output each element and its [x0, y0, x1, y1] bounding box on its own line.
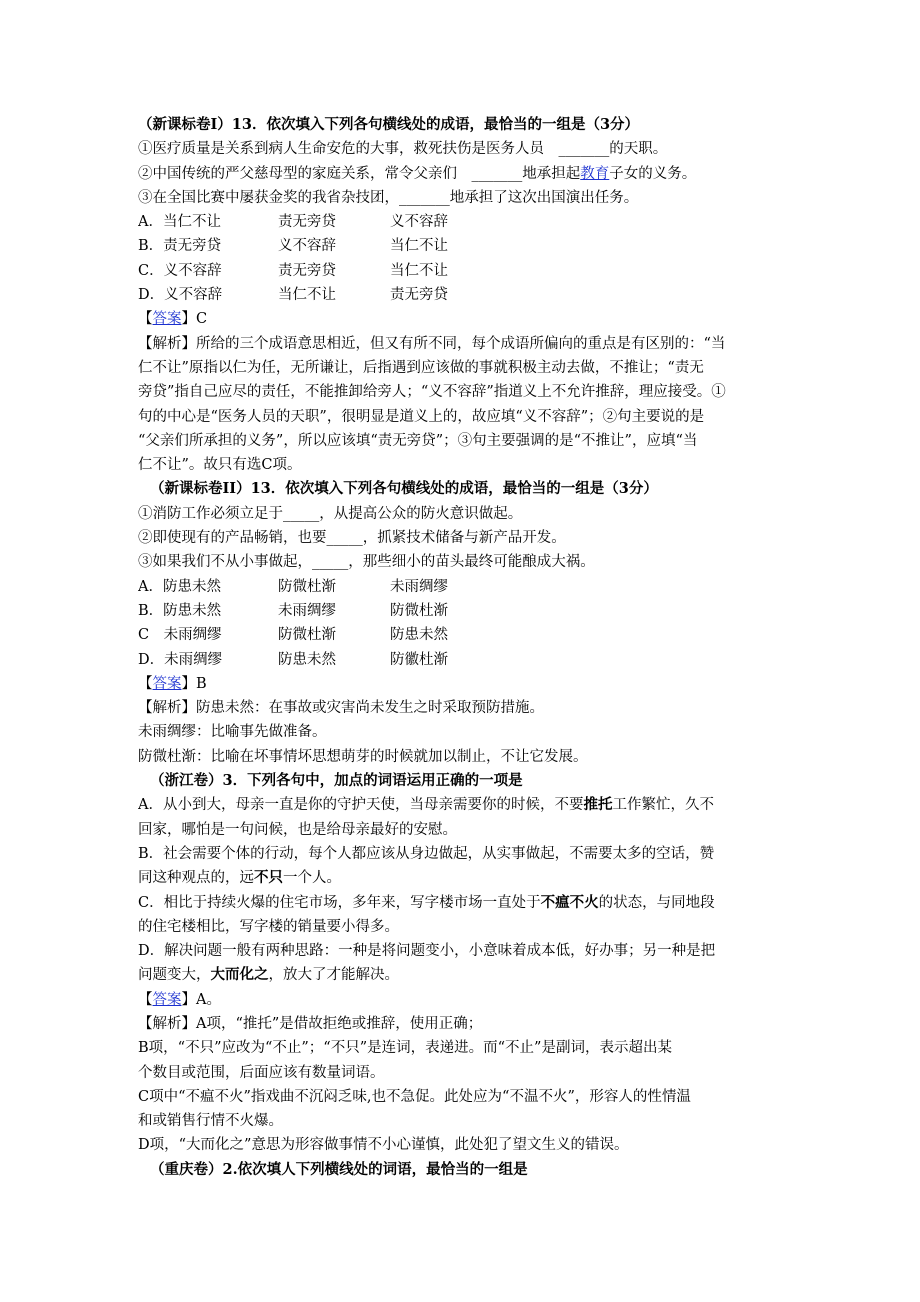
q2-option-b: B．防患未然 未雨绸缪 防微杜渐 — [138, 602, 448, 619]
q2-analysis-line: 【解析】防患未然：在事故或灾害尚未发生之时采取预防措施。 — [138, 700, 544, 717]
q2-analysis-line: 未雨绸缪：比喻事先做准备。 — [138, 724, 327, 741]
q3-analysis-line: 和或销售行情不火爆。 — [138, 1113, 283, 1130]
q1-option-a: A．当仁不让 责无旁贷 义不容辞 — [138, 214, 448, 231]
q3-option-d-line-2: 问题变大，大而化之，放大了才能解决。 — [138, 966, 399, 984]
q1-analysis-line: 仁不让”。故只有选C项。 — [138, 457, 302, 474]
q2-option-c: C 未雨绸缪 防微杜渐 防患未然 — [138, 627, 448, 644]
q1-analysis-line: 旁贷”指自己应尽的责任，不能推卸给旁人；“义不容辞”指道义上不允许推辞，理应接受。① — [138, 384, 726, 401]
q1-sentence-2: ②中国传统的严父慈母型的家庭关系，常令父亲们 _______地承担起教育子女的义务。 — [138, 165, 697, 182]
q2-analysis-line: 防微杜渐：比喻在坏事情坏思想萌芽的时候就加以制止，不让它发展。 — [138, 748, 588, 765]
q2-sentence-3: ③如果我们不从小事做起，_____，那些细小的苗头最终可能酿成大祸。 — [138, 554, 595, 571]
q1-answer: 【答案】C — [138, 311, 208, 328]
q1-sentence-3: ③在全国比赛中屡获金奖的我省杂技团，_______地承担了这次出国演出任务。 — [138, 189, 639, 206]
q2-answer: 【答案】B — [138, 675, 207, 692]
q2-sentence-2: ②即使现有的产品畅销，也要_____，抓紧技术储备与新产品开发。 — [138, 530, 566, 547]
q1-analysis-line: 【解析】所给的三个成语意思相近，但又有所不同，每个成语所偏向的重点是有区别的：“当 — [138, 335, 726, 352]
q2-option-a: A．防患未然 防微杜渐 未雨绸缪 — [138, 578, 448, 595]
question-4-title: （重庆卷）2.依次填人下列横线处的词语，最恰当的一组是 — [150, 1160, 528, 1178]
q3-option-c-line-2: 的住宅楼相比，写字楼的销量要小得多。 — [138, 918, 399, 935]
education-link[interactable]: 教育 — [580, 165, 610, 182]
q1-analysis-line: “父亲们所承担的义务”，所以应该填“责无旁贷”；③句主要强调的是“不推让”，应填“当 — [138, 432, 698, 449]
q1-option-c: C．义不容辞 责无旁贷 当仁不让 — [138, 262, 448, 279]
document-page — [138, 113, 790, 1182]
q3-analysis-line: B项，“不只”应改为“不止”；“不只”是连词，表递进。而“不止”是副词，表示超出某 — [138, 1040, 672, 1057]
q3-analysis-line: 【解析】A项，“推托”是借故拒绝或推辞，使用正确； — [138, 1015, 483, 1032]
question-2-title: （新课标卷II）13．依次填入下列各句横线处的成语，最恰当的一组是（3分） — [150, 480, 658, 498]
answer-link[interactable]: 答案 — [152, 311, 182, 328]
q2-option-d: D．未雨绸缪 防患未然 防徽杜渐 — [138, 651, 448, 668]
q3-option-b-line-2: 同这种观点的，远不只一个人。 — [138, 869, 341, 887]
q3-answer: 【答案】A。 — [138, 991, 221, 1008]
question-1-title: （新课标卷Ⅰ）13．依次填入下列各句横线处的成语，最恰当的一组是（3分） — [138, 116, 640, 133]
q1-analysis-line: 仁不让”原指以仁为任，无所谦让，后指遇到应该做的事就积极主动去做，不推让；“责无 — [138, 359, 704, 376]
q3-option-a-line-2: 回家，哪怕是一句问候，也是给母亲最好的安慰。 — [138, 821, 457, 838]
q3-option-d-line-1: D．解决问题一般有两种思路：一种是将问题变小，小意味着成本低，好办事；另一种是把 — [138, 943, 716, 960]
q3-analysis-line: C项中“不瘟不火”指戏曲不沉闷乏味,也不急促。此处应为“不温不火”，形容人的性情温 — [138, 1088, 691, 1105]
q3-analysis-line: D项，“大而化之”意思为形容做事情不小心谨慎，此处犯了望文生义的错误。 — [138, 1137, 629, 1154]
q1-option-b: B．责无旁贷 义不容辞 当仁不让 — [138, 238, 448, 255]
q1-analysis-line: 句的中心是“医务人员的天职”，很明显是道义上的，故应填“义不容辞”；②句主要说的是 — [138, 408, 705, 425]
q3-option-a-line-1: A．从小到大，母亲一直是你的守护天使，当母亲需要你的时候，不要推托工作繁忙，久不 — [138, 796, 714, 814]
q2-sentence-1: ①消防工作必须立足于_____，从提高公众的防火意识做起。 — [138, 505, 523, 522]
q1-option-d: D．义不容辞 当仁不让 责无旁贷 — [138, 287, 448, 304]
q3-option-c-line-1: C．相比于持续火爆的住宅市场，多年来，写字楼市场一直处于不瘟不火的状态，与同地段 — [138, 893, 715, 911]
q3-option-b-line-1: B．社会需要个体的行动，每个人都应该从身边做起，从实事做起，不需要太多的空话，赞 — [138, 845, 715, 862]
q3-analysis-line: 个数目或范围，后面应该有数量词语。 — [138, 1064, 385, 1081]
question-3-title: （浙江卷）3．下列各句中，加点的词语运用正确的一项是 — [150, 772, 523, 790]
answer-link[interactable]: 答案 — [152, 675, 182, 692]
q1-sentence-1: ①医疗质量是关系到病人生命安危的大事，救死扶伤是医务人员 _______的天职。 — [138, 141, 668, 158]
answer-link[interactable]: 答案 — [152, 991, 182, 1008]
